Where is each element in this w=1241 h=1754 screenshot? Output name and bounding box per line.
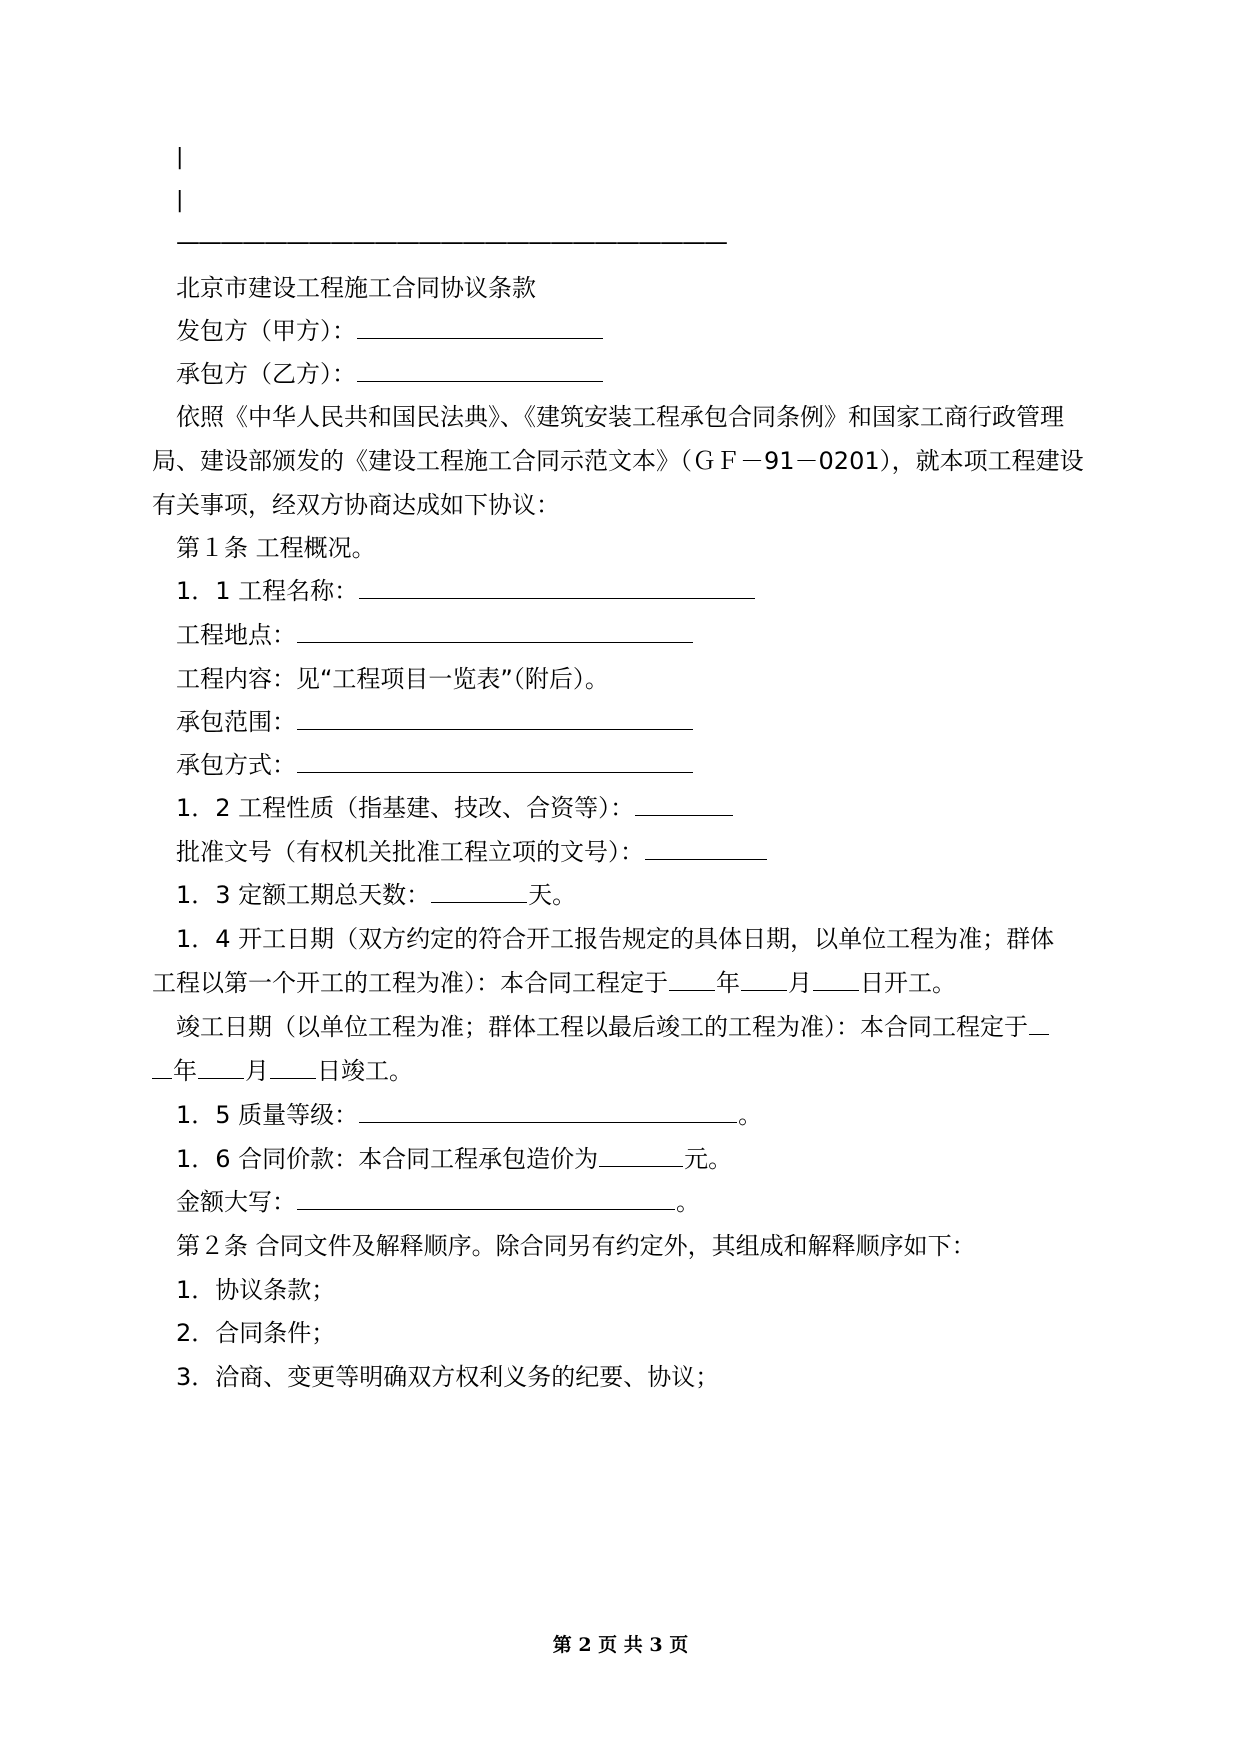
days-line bbox=[176, 880, 1241, 910]
price-unit: 元。 bbox=[684, 1145, 733, 1173]
scope-line bbox=[176, 707, 1241, 737]
blank-field bbox=[635, 793, 733, 816]
party-a-label: 发包方（甲方）： bbox=[176, 317, 356, 345]
blank-field bbox=[357, 316, 603, 339]
start-date-line bbox=[152, 968, 1241, 998]
blank-field bbox=[297, 750, 693, 773]
blank-field bbox=[152, 1056, 172, 1079]
blank-field bbox=[198, 1056, 244, 1079]
amount-label: 金额大写： bbox=[176, 1188, 296, 1216]
blank-field bbox=[297, 1187, 675, 1210]
approval-line bbox=[176, 837, 1241, 867]
period: 。 bbox=[738, 1101, 763, 1129]
project-name-label: 1．1 工程名称： bbox=[176, 577, 359, 605]
end-date-label: 竣工日期（以单位工程为准；群体工程以最后竣工的工程为准）：本合同工程定于 bbox=[176, 1013, 1028, 1041]
vertical-bar: | bbox=[176, 188, 184, 213]
blank-field bbox=[297, 707, 693, 730]
article-heading: 第１条 工程概况。 bbox=[176, 534, 376, 562]
nature-line bbox=[176, 793, 1241, 823]
blank-field bbox=[357, 359, 603, 382]
blank-field bbox=[813, 968, 859, 991]
project-name-line bbox=[176, 576, 1241, 606]
blank-field bbox=[1029, 1012, 1049, 1035]
blank-field bbox=[359, 1100, 737, 1123]
mode-label: 承包方式： bbox=[176, 751, 296, 779]
blank-field bbox=[431, 880, 527, 903]
blank-field bbox=[599, 1144, 683, 1167]
blank-field bbox=[270, 1056, 316, 1079]
approval-label: 批准文号（有权机关批准工程立项的文号）： bbox=[176, 838, 644, 866]
intro-text: 依照《中华人民共和国民法典》、《建筑安装工程承包合同条例》和国家工商行政管理 bbox=[176, 403, 1064, 431]
vertical-bar: | bbox=[176, 145, 184, 170]
blank-field bbox=[645, 837, 767, 860]
page-number: 第 2 页 共 3 页 bbox=[552, 1634, 689, 1656]
days-unit: 天。 bbox=[528, 881, 577, 909]
blank-field bbox=[741, 968, 787, 991]
nature-label: 1．2 工程性质（指基建、技改、合资等）： bbox=[176, 794, 635, 822]
list-item: 1．协议条款； bbox=[176, 1276, 336, 1304]
year-label: 年 bbox=[173, 1057, 197, 1085]
blank-field bbox=[359, 576, 755, 599]
month-label: 月 bbox=[788, 969, 812, 997]
blank-field bbox=[669, 968, 715, 991]
party-a-line bbox=[176, 316, 1241, 346]
list-item: 2．合同条件； bbox=[176, 1319, 336, 1347]
mode-line bbox=[176, 750, 1241, 780]
start-date-text: 1．4 开工日期（双方约定的符合开工报告规定的具体日期，以单位工程为准；群体 bbox=[176, 925, 1055, 953]
scope-label: 承包范围： bbox=[176, 708, 296, 736]
month-label: 月 bbox=[245, 1057, 269, 1085]
quality-label: 1．5 质量等级： bbox=[176, 1101, 359, 1129]
article-heading: 第２条 合同文件及解释顺序。除合同另有约定外，其组成和解释顺序如下： bbox=[176, 1232, 976, 1260]
period: 。 bbox=[676, 1188, 700, 1216]
quality-line bbox=[176, 1100, 1241, 1130]
intro-text: 有关事项，经双方协商达成如下协议： bbox=[152, 491, 560, 519]
project-place-label: 工程地点： bbox=[176, 621, 296, 649]
party-b-line bbox=[176, 359, 1241, 389]
end-date-line-2 bbox=[152, 1056, 1241, 1086]
party-b-label: 承包方（乙方）： bbox=[176, 360, 356, 388]
year-label: 年 bbox=[716, 969, 740, 997]
start-date-label: 工程以第一个开工的工程为准）：本合同工程定于 bbox=[152, 969, 668, 997]
project-content: 工程内容：见“工程项目一览表”（附后）。 bbox=[176, 665, 609, 693]
price-label: 1．6 合同价款：本合同工程承包造价为 bbox=[176, 1145, 599, 1173]
days-label: 1．3 定额工期总天数： bbox=[176, 881, 431, 909]
end-date-line bbox=[176, 1012, 1241, 1042]
dash-separator: ————————————————————————— bbox=[176, 228, 726, 256]
project-place-line bbox=[176, 620, 1241, 650]
amount-line bbox=[176, 1187, 1241, 1217]
blank-field bbox=[297, 620, 693, 643]
document-title: 北京市建设工程施工合同协议条款 bbox=[176, 274, 536, 302]
day-label: 日竣工。 bbox=[317, 1057, 413, 1085]
intro-text: 局、建设部颁发的《建设工程施工合同示范文本》（ＧＦ－91－0201），就本项工程建设 bbox=[152, 447, 1084, 475]
price-line bbox=[176, 1144, 1241, 1174]
list-item: 3．洽商、变更等明确双方权利义务的纪要、协议； bbox=[176, 1363, 720, 1391]
day-label: 日开工。 bbox=[860, 969, 956, 997]
